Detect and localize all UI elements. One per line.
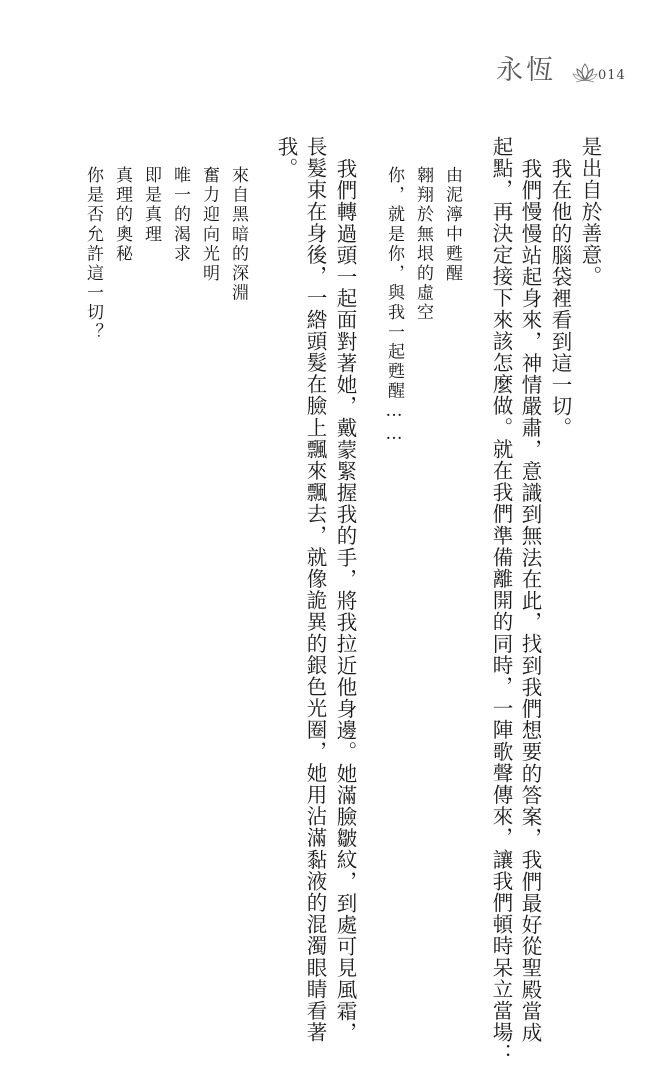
poem-line: 來自黑暗的深淵: [228, 166, 248, 304]
text-column: 我。: [274, 136, 298, 180]
page-number: 014: [598, 68, 626, 83]
book-title: 永恆: [496, 55, 556, 86]
poem-line: 你是否允許這一切？: [83, 166, 103, 343]
poem-line: 翱翔於無垠的虛空: [413, 166, 433, 323]
text-column: 我們慢慢站起身來，神情嚴肅，意識到無法在此，找到我們想要的答案，我們最好從聖殿當成: [518, 158, 542, 1044]
poem-line: 你，就是你，與我一起甦醒……: [384, 166, 404, 447]
lotus-icon: [572, 62, 598, 84]
running-header: [490, 52, 640, 92]
poem-line: 唯一的渴求: [170, 166, 190, 264]
poem-line: 真理的奧秘: [112, 166, 132, 264]
text-column: 長髮束在身後，一綹頭髮在臉上飄來飄去，就像詭異的銀色光圈，她用沾滿黏液的混濁眼睛看著: [303, 136, 327, 1044]
text-column: 是出自於善意。: [578, 136, 602, 288]
poem-line: 即是真理: [141, 166, 161, 245]
poem-line: 奮力迎向光明: [199, 166, 219, 284]
text-column: 我在他的腦袋裡看到這一切。: [548, 158, 572, 439]
text-column: 我們轉過頭一起面對著她，戴蒙緊握我的手，將我拉近他身邊。她滿臉皺紋，到處可見風霜，: [333, 158, 357, 1044]
text-column: 起點，再決定接下來該怎麼做。就在我們準備離開的同時，一陣歌聲傳來，讓我們頓時呆立當場：: [489, 136, 513, 1065]
poem-line: 由泥濘中甦醒: [442, 166, 462, 284]
